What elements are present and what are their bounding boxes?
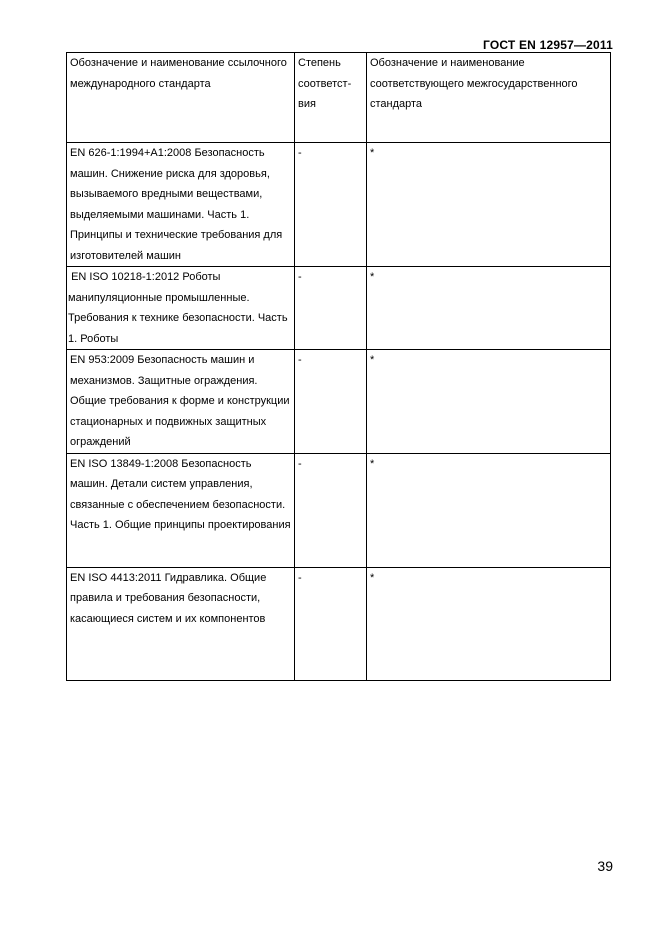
- reference-cell: EN ISO 13849-1:2008 Безопасность машин. Детали систем управления, связанные с обеспечением безопасности. Часть 1. Общие принципы проектирования: [67, 453, 295, 567]
- reference-cell: EN 626-1:1994+A1:2008 Безопасность машин. Снижение риска для здоровья, вызываемого вредными веществами, выделяемыми машинами. Часть 1. Принципы и технические требования для изготовителей машин: [67, 143, 295, 267]
- reference-standards-table: [66, 52, 611, 681]
- table-row: [67, 567, 611, 680]
- table-row: [67, 267, 611, 350]
- table-row: [67, 143, 611, 267]
- reference-cell: EN ISO 4413:2011 Гидравлика. Общие правила и требования безопасности, касающиеся систем и их компонентов: [67, 567, 295, 680]
- degree-cell: -: [295, 143, 367, 267]
- table-header-row: [67, 53, 611, 143]
- document-code: ГОСТ EN 12957—2011: [482, 38, 613, 52]
- interstate-cell: *: [367, 453, 611, 567]
- degree-cell: -: [295, 453, 367, 567]
- interstate-cell: *: [367, 143, 611, 267]
- column-header-interstate: Обозначение и наименование соответствующего межгосударственного стандарта: [367, 53, 611, 143]
- column-header-degree: Степень соответст-вия: [295, 53, 367, 143]
- column-header-reference: Обозначение и наименование ссылочного международного стандарта: [67, 53, 295, 143]
- degree-cell: -: [295, 350, 367, 454]
- page-number: 39: [597, 858, 613, 874]
- table-row: [67, 453, 611, 567]
- interstate-cell: *: [367, 350, 611, 454]
- reference-cell: EN 953:2009 Безопасность машин и механизмов. Защитные ограждения. Общие требования к форме и конструкции стационарных и подвижных защитных ограждений: [67, 350, 295, 454]
- table-row: [67, 350, 611, 454]
- degree-cell: -: [295, 267, 367, 350]
- reference-cell: EN ISO 10218-1:2012 Роботы манипуляционные промышленные. Требования к технике безопасности. Часть 1. Роботы: [67, 267, 295, 350]
- interstate-cell: *: [367, 267, 611, 350]
- degree-cell: -: [295, 567, 367, 680]
- interstate-cell: *: [367, 567, 611, 680]
